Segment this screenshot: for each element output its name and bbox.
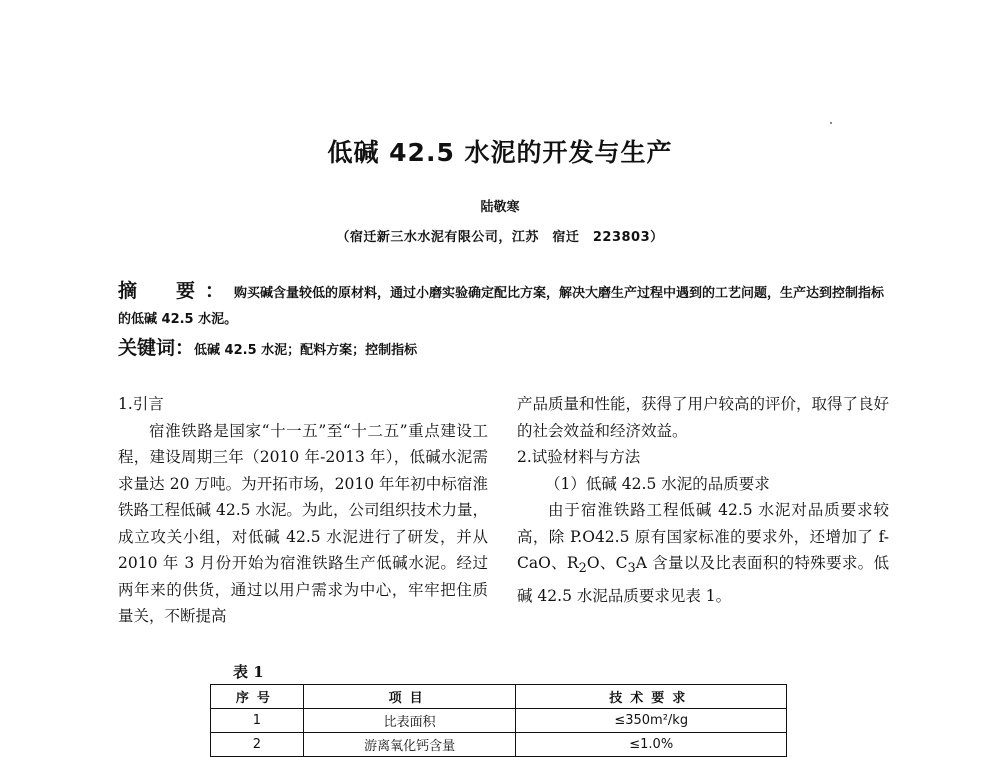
abstract-label: 摘 要： [118,280,235,302]
scan-speck [830,122,832,124]
section-heading-intro: 1.引言 [118,395,164,413]
table-row [211,709,787,733]
table-caption: 表 1 [233,663,264,681]
cell-requirement: ≤1.0% [516,733,787,757]
cell-serial: 1 [211,709,304,733]
quality-paragraph [517,497,889,609]
quality-text-part2: O、C [586,554,628,572]
section-heading-methods: 2.试验材料与方法 [517,448,641,466]
quality-text-part3: A 含量以及比表面积的特殊要求。低碱 42.5 水泥品质要求见表 1。 [517,554,889,605]
header-requirement: 技术要求 [516,685,787,709]
author-name: 陆敬寒 [480,200,520,215]
affiliation: （宿迁新三水水泥有限公司，江苏 宿迁 223803） [336,230,664,245]
keywords [118,333,888,360]
header-serial: 序号 [211,685,304,709]
subsection-heading-quality: （1）低碱 42.5 水泥的品质要求 [545,474,770,493]
header-item: 项目 [303,685,516,709]
table-header-row [211,685,787,709]
keywords-label: 关键词： [118,337,195,359]
abstract-text: 购买碱含量较低的原材料，通过小磨实验确定配比方案，解决大磨生产过程中遇到的工艺问题，生产达到控制指标的低碱 42.5 水泥。 [118,286,885,327]
paper-title: 低碱 42.5 水泥的开发与生产 [327,138,673,167]
keywords-text: 低碱 42.5 水泥；配料方案；控制指标 [194,343,418,358]
c3a-subscript: 3 [627,561,636,577]
cell-requirement: ≤350m²/kg [516,709,787,733]
table-row [211,733,787,757]
quality-requirements-table [210,684,787,757]
left-column [118,391,488,630]
cell-item: 游离氧化钙含量 [303,733,516,757]
abstract [118,278,888,333]
cell-serial: 2 [211,733,304,757]
r2o-subscript: 2 [578,561,587,577]
right-column [517,391,889,609]
cell-item: 比表面积 [303,709,516,733]
intro-paragraph-continued: 产品质量和性能，获得了用户较高的评价，取得了良好的社会效益和经济效益。 [517,395,890,440]
quality-text-part1: 由于宿淮铁路工程低碱 42.5 水泥对品质要求较高，除 P.O42.5 原有国家标准的要求外，还增加了 f-CaO、R [517,501,889,572]
intro-paragraph: 宿淮铁路是国家“十一五”至“十二五”重点建设工程，建设周期三年（2010 年-2013 年），低碱水泥需求量达 20 万吨。为开拓市场，2010 年年初中标宿淮铁路工程低碱 42.5 水泥。为此，公司组织技术力量，成立攻关小组，对低碱 42.5 水泥进行了研发，并从 2010 年 3 月份开始为宿淮铁路生产低碱水泥。经过两年来的供货，通过以用户需求为中心，牢牢把住质量关，不断提高 [118,421,488,625]
